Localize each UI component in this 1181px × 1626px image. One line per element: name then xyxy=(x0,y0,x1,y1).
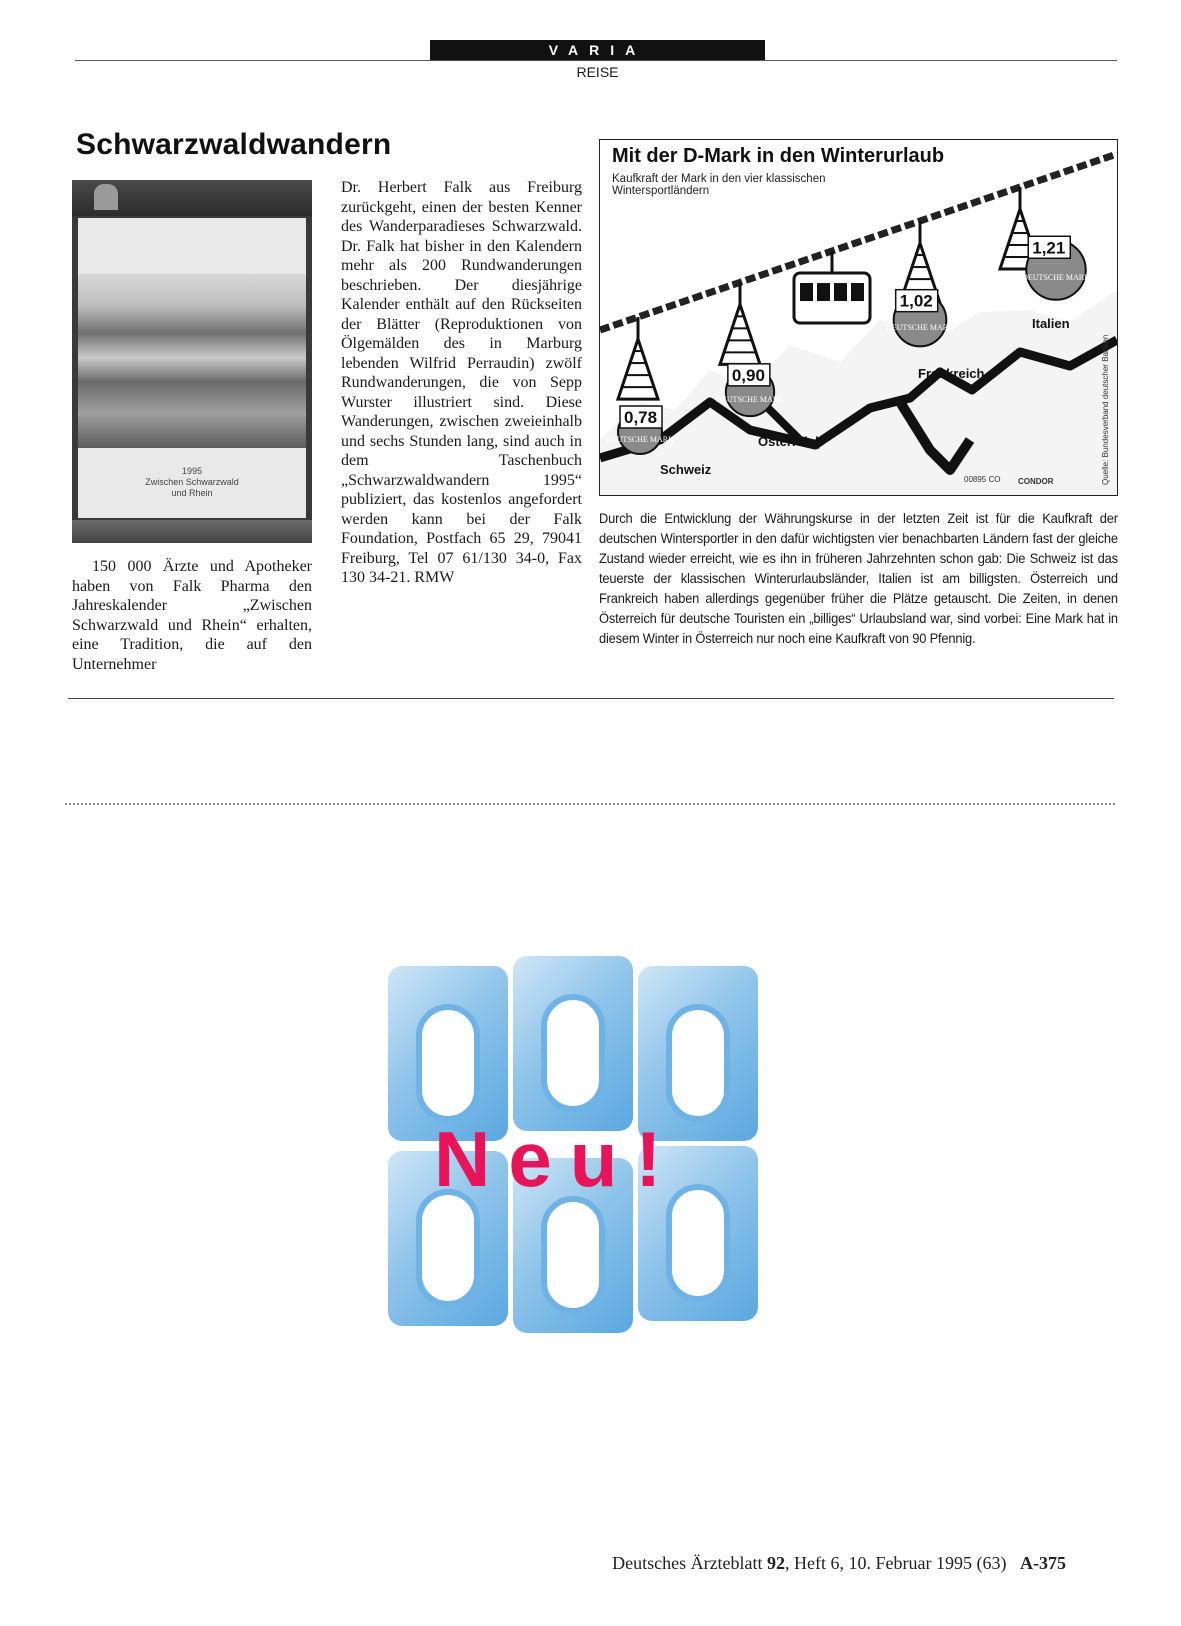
ad-tile-hole xyxy=(666,1004,730,1122)
gondola-window xyxy=(851,283,864,301)
gondola-window xyxy=(800,283,813,301)
dotted-divider xyxy=(65,803,1115,805)
article-column-1: 150 000 Ärzte und Apotheker haben von Falk Pharma den Jahreskalender „Zwischen Schwarzwald und Rhein“ erhalten, eine Tradition, die auf den Unternehmer xyxy=(72,558,312,673)
ad-tile-hole xyxy=(416,1004,480,1122)
chart-box xyxy=(599,139,1118,496)
section-rule xyxy=(68,698,1114,699)
footer-issue: , Heft 6, 10. Februar 1995 (63) xyxy=(785,1553,1007,1573)
chart-subtitle: Kaufkraft der Mark in den vier klassischen Wintersportländern xyxy=(612,173,826,197)
footer-journal: Deutsches Ärzteblatt xyxy=(612,1553,763,1573)
section-label: VARIA xyxy=(430,40,765,60)
chart-code: 00895 CO xyxy=(964,475,1001,484)
ad-tile xyxy=(513,956,633,1131)
footer-volume: 92 xyxy=(767,1553,786,1573)
footer-page: A-375 xyxy=(1020,1553,1066,1573)
calendar-tab xyxy=(94,184,118,210)
cover-page xyxy=(78,218,306,518)
country-label-schweiz: Schweiz xyxy=(660,462,712,477)
cover-year: 1995 xyxy=(181,466,203,476)
value-label-1: 0,90 xyxy=(731,365,765,385)
subsection-label: REISE xyxy=(576,64,619,80)
column-2-text: Dr. Herbert Falk aus Freiburg zurückgeht, einen der besten Kenner des Wanderparadieses Schwarzwald. Dr. Falk hat bisher in den Kalendern mehr als 200 Rundwanderungen beschrieben. Der diesjährige Kalender enthält auf den Rückseiten der Blätter (Reproduktionen von Ölgemälden des in Marburg lebenden Wilfrid Perraudin) zwölf Rundwanderungen, die von Sepp Wurster illustriert sind. Diese Wanderungen, zwischen zweieinhalb und sechs Stunden lang, sind auch in dem Taschenbuch „Schwarzwaldwandern 1995“ publiziert, das kostenlos angefordert werden kann bei der Falk Foundation, Postfach 65 29, 79041 Freiburg, Tel 07 61/130 34-0, Fax 130 34-21. xyxy=(341,179,582,586)
coin-text: DEUTSCHE MARK xyxy=(606,435,674,444)
chart-brand: CONDOR xyxy=(1018,477,1054,486)
country-label-frankreich: Frankreich xyxy=(918,366,985,381)
value-label-2: 1,02 xyxy=(899,291,933,311)
cover-bottom-band xyxy=(72,520,312,543)
header-rule xyxy=(75,60,1117,61)
page-footer xyxy=(612,1553,1066,1574)
neu-advertisement xyxy=(388,966,758,1338)
chart-caption: Durch die Entwicklung der Währungskurse in der letzten Zeit ist für die Kaufkraft der deutschen Wintersportler in den dafür wichtigsten vier benachbarten Ländern fast der gleiche Zustand wieder erreicht, wie es ihn in früheren Jahrzehnten schon gab: Die Schweiz ist das teuerste der klassischen Winterurlaubsländer, Italien ist am billigsten. Österreich und Frankreich haben allerdings gegenüber früher die Plätze getauscht. Die Zeiten, in denen Österreich für deutsche Touristen ein „billiges“ Urlaubsland war, sind vorbei: Eine Mark hat in diesem Winter in Österreich nur noch eine Kaufkraft von 90 Pfennig. xyxy=(599,510,1118,646)
book-cover-image xyxy=(72,180,312,543)
chart-title: Mit der D-Mark in den Winterurlaub xyxy=(612,145,945,167)
coin-text: DEUTSCHE MARK xyxy=(886,323,954,332)
author-signature: RMW xyxy=(414,569,455,586)
gondola-pylon xyxy=(720,304,760,364)
country-label-italien: Italien xyxy=(1032,316,1070,331)
ad-tile-hole xyxy=(541,994,605,1112)
gondola-window xyxy=(834,283,847,301)
chart-illustration xyxy=(600,140,1117,495)
gondola-pylon xyxy=(618,339,658,399)
chart-source: Quelle: Bundesverband deutscher Banken xyxy=(1101,334,1110,485)
article-column-2 xyxy=(341,178,582,588)
value-label-3: 1,21 xyxy=(1032,238,1066,258)
gondola-window xyxy=(817,283,830,301)
coin-text: DEUTSCHE MARK xyxy=(716,395,784,404)
cover-line2: und Rhein xyxy=(171,488,213,498)
country-label-oesterreich: Österreich xyxy=(758,434,824,449)
ad-neu-text: Neu! xyxy=(434,1115,680,1203)
ad-tile-hole xyxy=(416,1189,480,1307)
cover-caption xyxy=(78,466,306,499)
value-label-0: 0,78 xyxy=(624,408,658,427)
ad-tile-hole xyxy=(541,1196,605,1314)
cover-painting xyxy=(78,274,306,448)
cover-line1: Zwischen Schwarzwald xyxy=(145,477,239,487)
coin-text: DEUTSCHE MARK xyxy=(1022,273,1090,282)
article-title: Schwarzwaldwandern xyxy=(76,128,392,161)
